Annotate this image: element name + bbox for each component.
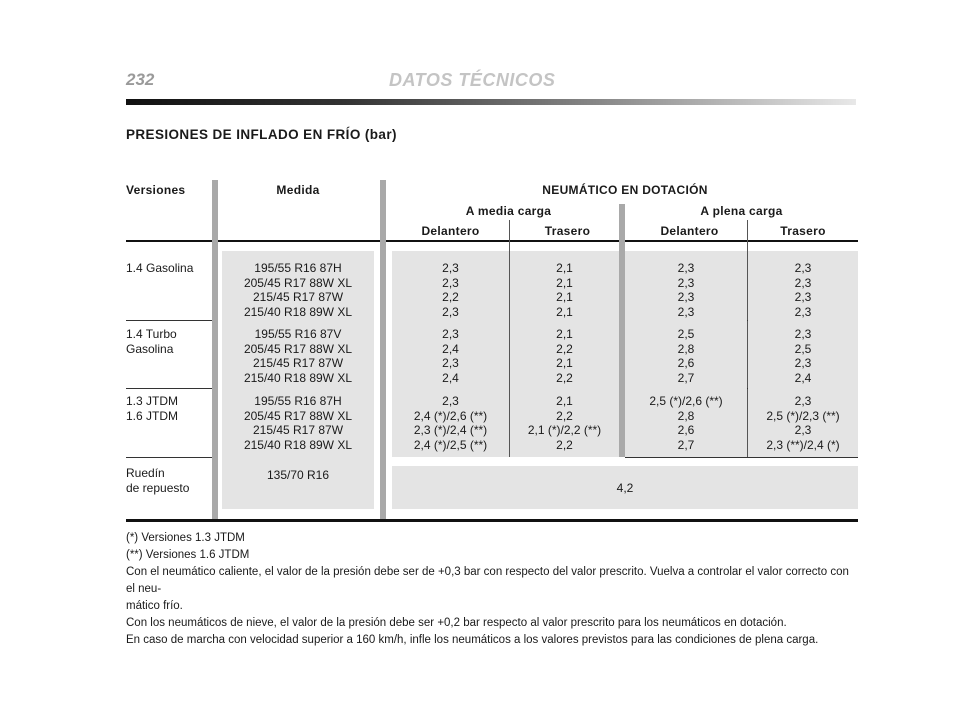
- row-1-plena-delantero: 2,3 2,3 2,3 2,3: [677, 261, 695, 319]
- page-number: 232: [126, 70, 155, 89]
- col-header-trasero-media: Trasero: [544, 224, 591, 238]
- section-title: DATOS TÉCNICOS: [389, 70, 556, 90]
- row-1-medida: 195/55 R16 87H 205/45 R17 88W XL 215/45 R17 87W 215/40 R18 89W XL: [243, 261, 353, 319]
- footnote-1: (*) Versiones 1.3 JTDM: [126, 532, 245, 544]
- row-3-plena-trasero: 2,3 2,5 (*)/2,3 (**) 2,3 2,3 (**)/2,4 (*): [766, 394, 840, 452]
- row-3-version: 1.3 JTDM 1.6 JTDM: [126, 394, 179, 423]
- row-3-media-trasero: 2,1 2,2 2,1 (*)/2,2 (**) 2,2: [527, 394, 602, 452]
- row-1-media-delantero: 2,3 2,3 2,2 2,3: [442, 261, 459, 319]
- row-4-version: Ruedín de repuesto: [126, 466, 190, 495]
- row-2-plena-delantero: 2,5 2,8 2,6 2,7: [677, 327, 695, 385]
- row-3-plena-delantero: 2,5 (*)/2,6 (**) 2,8 2,6 2,7: [649, 394, 723, 452]
- row-4-medida: 135/70 R16: [266, 468, 330, 482]
- divider-medida: [380, 180, 386, 519]
- row-1-version: 1.4 Gasolina: [126, 261, 194, 275]
- row-3-media-delantero: 2,3 2,4 (*)/2,6 (**) 2,3 (*)/2,4 (**) 2,4 (*)/2,5 (**): [413, 394, 488, 452]
- row-2-media-delantero: 2,3 2,4 2,3 2,4: [442, 327, 459, 385]
- row-separator: [126, 320, 212, 321]
- col-header-versions: Versiones: [126, 183, 186, 197]
- row-separator: [126, 388, 212, 389]
- row-3-medida: 195/55 R16 87H 205/45 R17 88W XL 215/45 R17 87W 215/40 R18 89W XL: [243, 394, 353, 452]
- row-separator: [126, 457, 212, 458]
- note-paragraph: mático frío.: [126, 600, 183, 612]
- table-bottom-rule: [126, 519, 858, 522]
- spare-pressure-value: 4,2: [616, 481, 634, 495]
- page-heading: PRESIONES DE INFLADO EN FRÍO (bar): [126, 127, 397, 142]
- table-header-rule: [126, 240, 858, 242]
- col-header-plena-carga: A plena carga: [700, 204, 783, 218]
- footnotes: [126, 530, 858, 649]
- row-2-version: 1.4 Turbo Gasolina: [126, 327, 177, 356]
- footnote-2: (**) Versiones 1.6 JTDM: [126, 549, 250, 561]
- col-header-delantero-media: Delantero: [421, 224, 480, 238]
- col-header-media-carga: A media carga: [465, 204, 552, 218]
- note-paragraph: Con el neumático caliente, el valor de la presión debe ser de +0,3 bar con respecto del valor prescrito. Vuelva a controlar el valor correcto con el neu-: [126, 566, 849, 595]
- row-1-media-trasero: 2,1 2,1 2,1 2,1: [556, 261, 573, 319]
- header-rule: [126, 99, 856, 105]
- row-2-medida: 195/55 R16 87V 205/45 R17 88W XL 215/45 R17 87W 215/40 R18 89W XL: [243, 327, 353, 385]
- row-1-plena-trasero: 2,3 2,3 2,3 2,3: [794, 261, 812, 319]
- row-2-plena-trasero: 2,3 2,5 2,3 2,4: [794, 327, 812, 385]
- row-2-media-trasero: 2,1 2,2 2,1 2,2: [556, 327, 573, 385]
- col-header-neumatico: NEUMÁTICO EN DOTACIÓN: [542, 183, 708, 197]
- row-separator: [625, 457, 858, 458]
- note-paragraph: Con los neumáticos de nieve, el valor de la presión debe ser +0,2 bar respecto al valor prescrito para los neumáticos en dotación.: [126, 617, 787, 629]
- note-paragraph: En caso de marcha con velocidad superior a 160 km/h, infle los neumáticos a los valores previstos para las condiciones de plena carga.: [126, 634, 819, 646]
- col-header-trasero-plena: Trasero: [780, 224, 826, 238]
- col-header-delantero-plena: Delantero: [660, 224, 719, 238]
- col-header-medida: Medida: [276, 183, 320, 197]
- divider-versions: [212, 180, 218, 519]
